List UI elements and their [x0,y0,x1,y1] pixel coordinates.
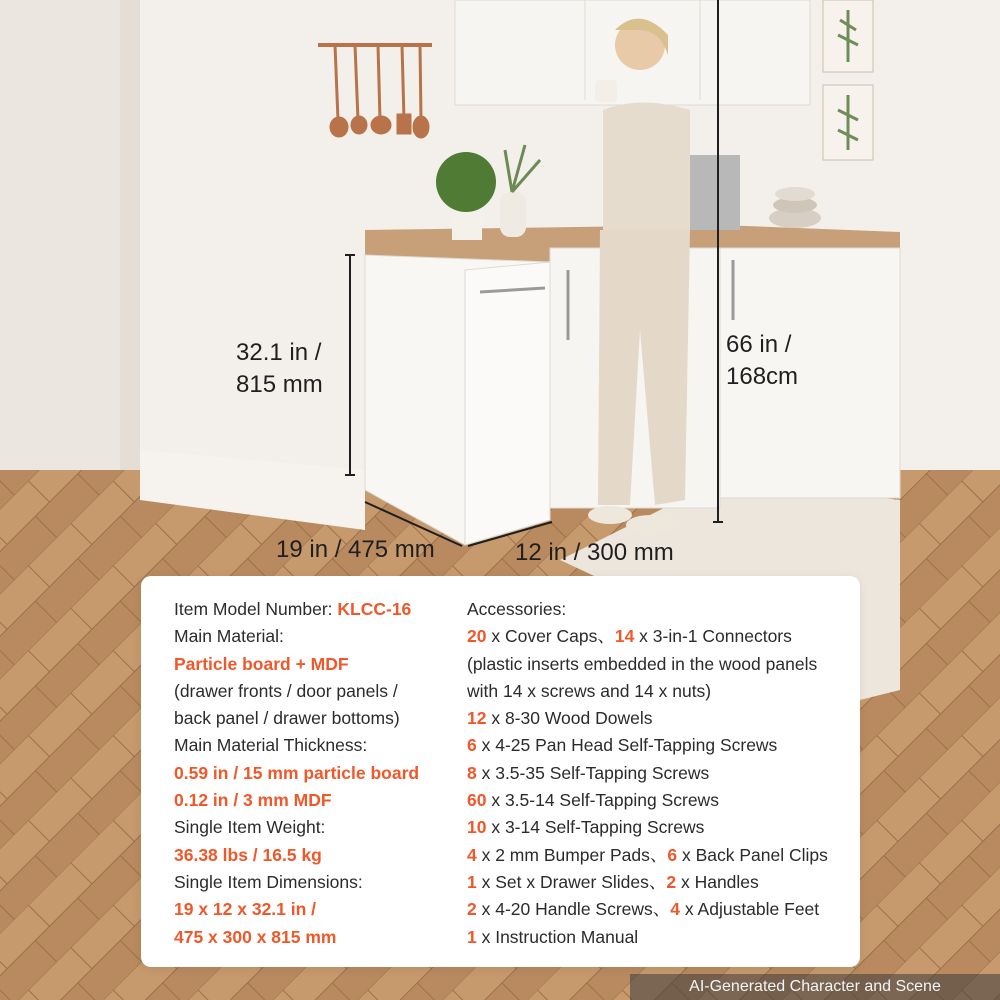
spec-column [174,596,464,951]
model-number [174,596,464,623]
accessory-count: 20 [467,626,487,647]
person-height-cm: 168cm [726,363,799,390]
accessory-count: 1 [467,871,477,892]
thickness-value: 0.59 in / 15 mm particle board [174,762,420,783]
person-height-label [726,329,798,393]
thickness-value: 0.12 in / 3 mm MDF [174,790,332,811]
coffee-machine [690,155,740,230]
cabinet-height-in: 32.1 in / [236,339,322,366]
person-height-in: 66 in / [726,331,792,358]
accessory-item [467,705,857,732]
cabinet-height-label [236,337,323,401]
accessory-count: 2 [467,899,477,920]
accessory-count: 2 [666,871,677,892]
accessory-count: 4 [670,899,681,920]
accessory-item [467,760,857,787]
accessory-text: x Back Panel Clips [677,844,828,865]
accessory-count: 60 [467,790,487,811]
accessory-text: x Instruction Manual [476,926,639,947]
accessory-count: 4 [467,844,477,865]
accessory-text: x 4-20 Handle Screws、 [476,899,671,920]
model-value: KLCC-16 [337,599,412,619]
accessory-text: x 3-in-1 Connectors [634,626,792,647]
material-value: Particle board + MDF [174,653,349,674]
accessory-count: 8 [467,762,477,783]
accessory-item [467,623,857,650]
accessory-text: x 3.5-35 Self-Tapping Screws [476,762,710,783]
dimensions-label: Single Item Dimensions: [174,871,363,892]
material-label: Main Material: [174,626,284,647]
accessories-title: Accessories: [467,599,567,619]
accessory-count: 12 [467,708,487,729]
accessory-text: x Handles [676,871,759,892]
cabinet-height-mm: 815 mm [236,371,323,398]
accessory-item [467,896,857,923]
model-label: Item Model Number: [174,599,338,619]
accessory-count: 10 [467,817,487,838]
accessory-text: x 3.5-14 Self-Tapping Screws [486,790,719,811]
accessory-item [467,787,857,814]
accessory-note: with 14 x screws and 14 x nuts) [467,680,712,701]
accessories-column [467,596,857,951]
accessory-text: x Adjustable Feet [680,899,820,920]
ai-generated-badge: AI-Generated Character and Scene [630,974,1000,1000]
material-note: (drawer fronts / door panels / [174,680,398,701]
thickness-label: Main Material Thickness: [174,735,368,756]
accessory-text: x 8-30 Wood Dowels [486,708,653,729]
accessory-count: 14 [614,626,635,647]
material-note: back panel / drawer bottoms) [174,708,400,729]
accessory-note: (plastic inserts embedded in the wood panels [467,653,818,674]
accessory-count: 6 [667,844,678,865]
spec-card [141,576,860,967]
accessory-text: x 4-25 Pan Head Self-Tapping Screws [476,735,778,756]
accessory-text: x 3-14 Self-Tapping Screws [486,817,705,838]
accessory-count: 1 [467,926,477,947]
cabinet-depth-label: 19 in / 475 mm [276,536,435,563]
accessory-item [467,814,857,841]
accessory-text: x Cover Caps、 [486,626,615,647]
accessory-item [467,869,857,896]
accessory-item [467,732,857,759]
accessory-item [467,842,857,869]
weight-label: Single Item Weight: [174,817,326,838]
accessory-count: 6 [467,735,477,756]
accessory-item [467,924,857,951]
weight-value: 36.38 lbs / 16.5 kg [174,844,322,865]
accessory-text: x Set x Drawer Slides、 [476,871,667,892]
dimensions-value: 475 x 300 x 815 mm [174,926,337,947]
accessory-text: x 2 mm Bumper Pads、 [476,844,668,865]
potted-plant [436,152,496,212]
cabinet-width-label: 12 in / 300 mm [515,539,674,566]
dimensions-value: 19 x 12 x 32.1 in / [174,899,317,920]
